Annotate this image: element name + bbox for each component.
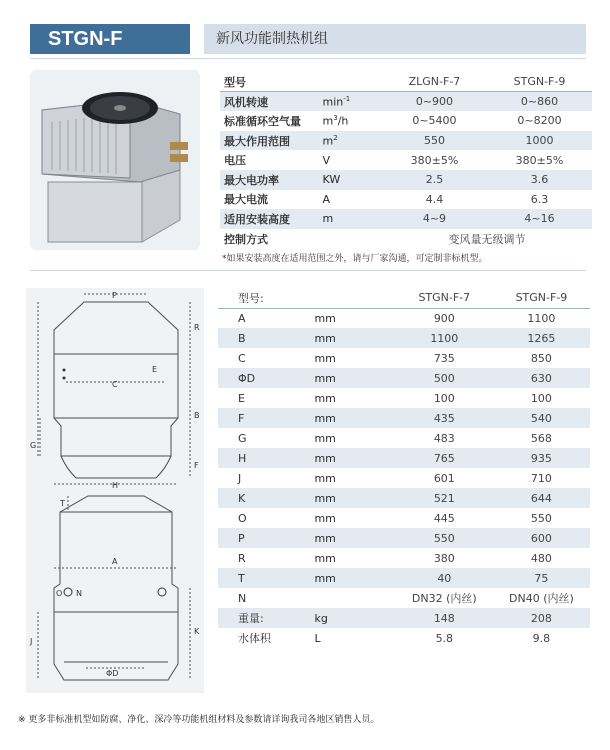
spec-label: 适用安装高度	[220, 209, 323, 229]
dim-label-phid: ΦD	[106, 669, 119, 678]
dim-label: B	[218, 328, 300, 348]
dim-value: 568	[530, 431, 552, 445]
spec-value: 4.4	[425, 192, 444, 206]
dim-value: 100	[530, 391, 552, 405]
dim-value: DN32 (内丝)	[411, 592, 477, 605]
dim-value: 480	[530, 551, 552, 565]
spec-label: 风机转速	[220, 92, 323, 112]
spec-unit	[323, 92, 382, 112]
spec-unit	[323, 111, 382, 131]
spec-label: 最大作用范围	[220, 131, 323, 151]
dim-value: 100	[433, 391, 455, 405]
dim-header-col2: STGN-F-9	[493, 288, 590, 308]
dim-label: E	[238, 391, 245, 405]
dim-value: 148	[396, 608, 493, 628]
dim-value: 5.8	[435, 631, 454, 645]
section-divider	[30, 270, 586, 271]
dim-unit: L	[314, 631, 321, 645]
dim-header-col1: STGN-F-7	[396, 288, 493, 308]
spec-value: 0~860	[487, 92, 592, 112]
spec-unit	[323, 131, 382, 151]
dim-value: 445	[433, 511, 455, 525]
dim-unit: mm	[314, 511, 336, 525]
dim-label-a: A	[112, 557, 118, 566]
dim-value: 380	[433, 551, 455, 565]
dim-unit: mm	[314, 311, 336, 325]
dim-label-p: P	[112, 291, 117, 300]
dim-unit: mm	[300, 488, 395, 508]
spec-value: 2.5	[382, 170, 487, 190]
dim-unit: mm	[314, 551, 336, 565]
unit-superscript: -1	[343, 94, 351, 103]
product-photo	[30, 70, 200, 250]
dim-value: 550	[530, 511, 552, 525]
header-divider	[30, 58, 586, 59]
table-row	[218, 468, 590, 488]
dim-value: 208	[493, 608, 590, 628]
spec-value: 380±5%	[515, 153, 564, 167]
dim-label-c: C	[112, 380, 118, 389]
dim-value: 765	[396, 448, 493, 468]
spec-value: 380±5%	[410, 153, 459, 167]
dim-label: A	[238, 311, 246, 325]
spec-unit: m	[323, 209, 382, 229]
dim-value: 40	[396, 568, 493, 588]
table-row	[218, 348, 590, 368]
dim-table-body	[218, 308, 590, 648]
spec-unit: KW	[323, 170, 382, 190]
table-row	[218, 488, 590, 508]
table-row	[218, 528, 590, 548]
table-row	[218, 408, 590, 428]
spec-label: 电压	[224, 154, 246, 168]
dim-label-f: F	[194, 461, 199, 470]
dim-value: 1100	[396, 328, 493, 348]
dim-label-j: J	[30, 637, 33, 646]
table-row	[218, 308, 590, 328]
dim-label-e: E	[152, 365, 158, 374]
dim-label-t: T	[60, 499, 65, 508]
dim-unit: mm	[314, 471, 336, 485]
dim-unit: kg	[300, 608, 395, 628]
dim-value: 935	[493, 448, 590, 468]
install-height-note: *如果安装高度在适用范围之外，请与厂家沟通，可定制非标机型。	[222, 254, 488, 264]
dim-unit: mm	[300, 408, 395, 428]
table-row	[218, 448, 590, 468]
spec-value: 0~5400	[412, 114, 457, 128]
spec-label: 标准循环空气量	[224, 114, 301, 128]
dim-label: T	[218, 568, 300, 588]
dim-label: J	[238, 471, 242, 485]
spec-header-col2: STGN-F-9	[487, 72, 592, 92]
dim-label-k: K	[194, 627, 200, 636]
dim-label: ΦD	[218, 368, 300, 388]
table-row	[220, 92, 592, 112]
dim-label: K	[218, 488, 300, 508]
spec-value: 4~9	[382, 209, 487, 229]
empty-cell	[323, 229, 382, 249]
dim-label: 水体积	[238, 632, 271, 645]
heater-unit-image	[30, 70, 200, 250]
spec-header-unit	[323, 72, 382, 92]
table-row	[218, 548, 590, 568]
spec-unit: V	[322, 153, 331, 167]
dim-value: 483	[433, 431, 455, 445]
dim-value: 710	[530, 471, 552, 485]
model-series-badge: STGN-F	[30, 24, 190, 54]
dim-label: 重量:	[218, 608, 300, 628]
control-mode-label: 控制方式	[224, 232, 268, 246]
dim-unit: mm	[300, 448, 395, 468]
dim-unit: mm	[300, 568, 395, 588]
dim-value: 9.8	[532, 631, 551, 645]
unit-tail: /h	[337, 114, 349, 128]
spec-value: 3.6	[487, 170, 592, 190]
spec-value: 4~16	[487, 209, 592, 229]
unit-text: min	[322, 95, 344, 109]
dim-value: 75	[493, 568, 590, 588]
spec-value: 1000	[487, 131, 592, 151]
dim-value: 435	[396, 408, 493, 428]
dim-value: 1265	[493, 328, 590, 348]
dim-label-n: N	[76, 589, 82, 598]
dim-value: 500	[396, 368, 493, 388]
spec-table	[220, 72, 592, 248]
dim-label: N	[238, 591, 247, 605]
table-row	[220, 229, 592, 249]
table-row	[218, 568, 590, 588]
unit-text: m	[322, 114, 334, 128]
spec-value: 550	[382, 131, 487, 151]
dim-label-h: H	[112, 481, 119, 490]
table-row	[220, 111, 592, 131]
table-row	[220, 190, 592, 210]
dim-value: 540	[493, 408, 590, 428]
dim-value: 1100	[527, 311, 556, 325]
table-row	[220, 170, 592, 190]
dim-unit: mm	[300, 328, 395, 348]
dim-label: O	[238, 511, 247, 525]
table-row	[218, 628, 590, 648]
spec-value: 6.3	[530, 192, 549, 206]
dim-label-g: G	[30, 441, 37, 450]
dim-label-r: R	[194, 323, 200, 332]
dim-value: 630	[493, 368, 590, 388]
spec-unit: A	[322, 192, 331, 206]
spec-label: 最大电流	[224, 193, 268, 207]
product-title-bar: 新风功能制热机组	[204, 24, 586, 54]
table-row	[218, 608, 590, 628]
dimension-diagram	[26, 288, 204, 693]
table-row	[220, 131, 592, 151]
spec-value: 0~900	[382, 92, 487, 112]
spec-value: 0~8200	[517, 114, 562, 128]
table-row	[218, 388, 590, 408]
spec-table-header	[220, 72, 592, 92]
dim-value: 521	[396, 488, 493, 508]
dim-header-label: 型号:	[218, 288, 300, 308]
dim-label-b: B	[194, 411, 200, 420]
dimension-table	[218, 288, 590, 648]
dim-label: C	[238, 351, 246, 365]
dimension-drawing	[26, 288, 204, 693]
dim-value: 600	[493, 528, 590, 548]
dim-unit: mm	[314, 431, 336, 445]
spec-label: 最大电功率	[220, 170, 323, 190]
dim-unit: mm	[314, 391, 336, 405]
table-row	[218, 368, 590, 388]
unit-superscript: 3	[333, 114, 338, 123]
table-row	[218, 328, 590, 348]
dim-value: 550	[396, 528, 493, 548]
dim-value: DN40 (内丝)	[509, 592, 574, 605]
dim-header-unit	[300, 288, 395, 308]
dim-value: 644	[493, 488, 590, 508]
unit-text: m	[322, 134, 334, 148]
dim-label: H	[218, 448, 300, 468]
table-row	[220, 209, 592, 229]
unit-superscript: 2	[333, 133, 338, 142]
dim-unit: mm	[300, 368, 395, 388]
dim-value: 601	[433, 471, 455, 485]
table-row	[220, 150, 592, 170]
spec-header-label: 型号	[220, 72, 323, 92]
dim-unit	[300, 588, 395, 608]
dim-label-o: O	[56, 589, 63, 598]
dim-value: 850	[530, 351, 552, 365]
table-row	[218, 428, 590, 448]
dim-label: R	[238, 551, 246, 565]
dim-value: 735	[433, 351, 455, 365]
dim-label: F	[218, 408, 300, 428]
footer-note: ※ 更多非标准机型如防腐、净化、深冷等功能机组材料及参数请详询我司各地区销售人员。	[18, 715, 380, 725]
dim-unit: mm	[300, 528, 395, 548]
control-mode-value: 变风量无级调节	[448, 232, 526, 246]
dim-label: G	[238, 431, 247, 445]
table-row	[218, 588, 590, 608]
dim-value: 900	[433, 311, 455, 325]
spec-header-col1: ZLGN-F-7	[382, 72, 487, 92]
table-row	[218, 508, 590, 528]
dim-table-header	[218, 288, 590, 308]
dim-label: P	[218, 528, 300, 548]
dim-unit: mm	[314, 351, 336, 365]
